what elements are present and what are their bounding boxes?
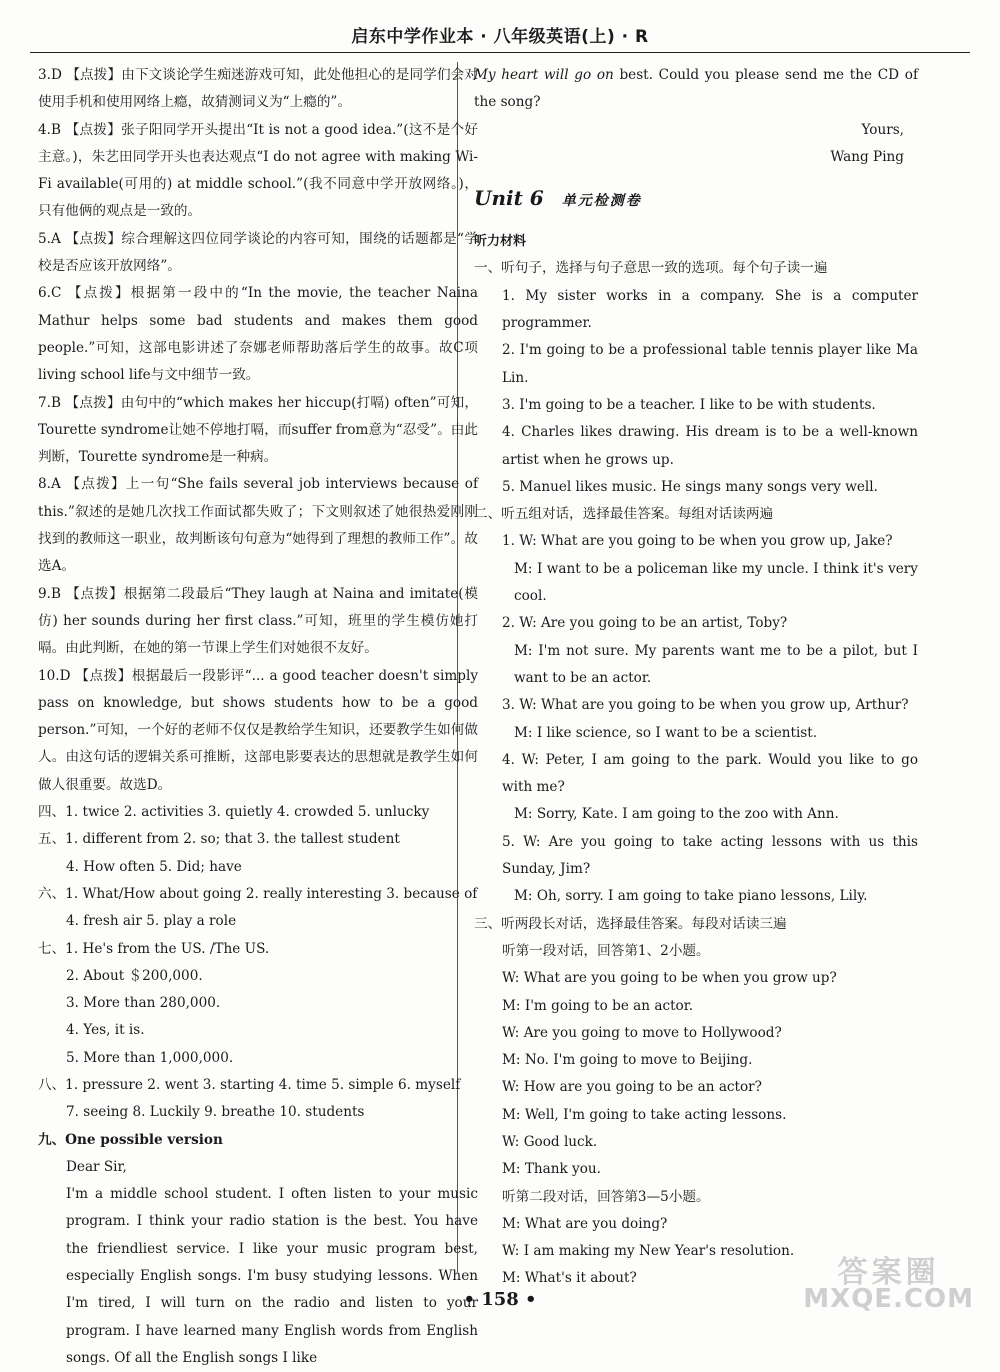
answer-section-8-cont: 7. seeing 8. Luckily 9. breathe 10. students [66, 1104, 365, 1121]
dialogue-line: W: Are you going to move to Hollywood? [502, 1024, 782, 1041]
answer-section-8: 八、1. pressure 2. went 3. starting 4. time 5. simple 6. myself [38, 1076, 461, 1093]
answer-section-7-item-5: 5. More than 1,000,000. [66, 1049, 234, 1066]
left-column [38, 62, 478, 1372]
answer-note-8: 8.A 【点拨】上一句“She fails several job interviews because of this.”叙述的是她几次找工作面试都失败了；下文则叙述了她很热爱刚刚找到的教师这一职业，故判断该句句意为“她得到了理想的教师工作”。故选A。 [38, 476, 478, 575]
answer-section-5: 五、1. different from 2. so; that 3. the tallest student [38, 831, 400, 848]
list-item: 2. I'm going to be a professional table tennis player like Ma Lin. [502, 342, 918, 386]
dialogue-line: M: I like science, so I want to be a scientist. [514, 724, 818, 741]
answer-note-7: 7.B 【点拨】由句中的“which makes her hiccup(打嗝) often”可知，Tourette syndrome让她不停地打嗝，而suffer from意为“忍受”。由此判断，Tourette syndrome是一种病。 [38, 394, 478, 466]
listening-section-1: 一、听句子，选择与句子意思一致的选项。每个句子读一遍 [474, 260, 828, 277]
list-item: 1. My sister works in a company. She is a computer programmer. [502, 287, 918, 332]
watermark-url: MXQE.COM [803, 1284, 974, 1314]
dialogue-line: 4. W: Peter, I am going to the park. Would you like to go with me? [502, 751, 918, 796]
dialogue-line: M: Well, I'm going to take acting lessons. [502, 1106, 787, 1123]
song-title: My heart will go on [474, 67, 614, 83]
running-header: 启东中学作业本 · 八年级英语(上) · R [351, 27, 649, 47]
answer-section-7-item-2: 2. About ＄200,000. [66, 967, 203, 984]
answer-section-6: 六、1. What/How about going 2. really interesting 3. because of [38, 885, 478, 902]
letter-signature: Wang Ping [830, 148, 904, 165]
dialogue-line: M: What are you doing? [502, 1215, 668, 1232]
letter-closing: Yours, [861, 121, 904, 138]
dialogue-line: M: No. I'm going to move to Beijing. [502, 1052, 753, 1069]
answer-section-4: 四、1. twice 2. activities 3. quietly 4. crowded 5. unlucky [38, 804, 430, 821]
dialogue-line: M: What's it about? [502, 1270, 637, 1287]
dialogue-intro: 听第二段对话，回答第3—5小题。 [502, 1188, 710, 1205]
page-number: • 158 • [463, 1289, 537, 1310]
watermark-logo: 答案圈 [837, 1255, 940, 1290]
answer-note-10: 10.D 【点拨】根据最后一段影评“... a good teacher doesn't simply pass on knowledge, but shows students how to be a good person.”可知，一个好的老师不仅仅是教给学生知识，还要教学生如何做人。由这句话的逻辑关系可推断，这部电影要表达的思想就是教学生如何做人很重要。故选D。 [38, 667, 478, 793]
dialogue-line: M: Sorry, Kate. I am going to the zoo with Ann. [514, 806, 839, 823]
listening-section-3: 三、听两段长对话，选择最佳答案。每段对话读三遍 [474, 915, 787, 932]
list-item: 5. Manuel likes music. He sings many songs very well. [502, 478, 878, 495]
answer-section-7-item-3: 3. More than 280,000. [66, 995, 221, 1012]
dialogue-line: W: Good luck. [502, 1133, 598, 1150]
dialogue-line: M: Oh, sorry. I am going to take piano lessons, Lily. [514, 888, 868, 905]
answer-note-9: 9.B 【点拨】根据第二段最后“They laugh at Naina and imitate(模仿) her sounds during her first class.”可知，班里的学生模仿她打嗝。由此判断，在她的第一节课上学生们对她很不友好。 [38, 585, 478, 657]
answer-note-6: 6.C 【点拨】根据第一段中的“In the movie, the teacher Naina Mathur helps some bad students and makes them good people.”可知，这部电影讲述了奈娜老师帮助落后学生的故事。故C项living school life与文中细节一致。 [38, 285, 478, 384]
watermark [803, 1255, 974, 1314]
answer-note-3: 3.D 【点拨】由下文谈论学生痴迷游戏可知，此处他担心的是同学们会对使用手机和使用网络上瘾，故猜测词义为“上瘾的”。 [38, 67, 478, 111]
dialogue-intro: 听第一段对话，回答第1、2小题。 [502, 942, 710, 959]
dialogue-line: M: I'm not sure. My parents want me to be a pilot, but I want to be an actor. [514, 642, 918, 686]
dialogue-line: W: How are you going to be an actor? [502, 1079, 762, 1096]
answer-section-5-cont: 4. How often 5. Did; have [66, 858, 242, 875]
dialogue-line: M: Thank you. [502, 1161, 601, 1178]
unit-subtitle: 单元检测卷 [561, 193, 642, 210]
header-rule [30, 52, 970, 53]
dialogue-line: 5. W: Are you going to take acting lessons with us this Sunday, Jim? [502, 833, 918, 878]
answer-section-6-cont: 4. fresh air 5. play a role [66, 913, 237, 930]
answer-section-7-item-4: 4. Yes, it is. [66, 1022, 145, 1039]
letter-greeting: Dear Sir, [66, 1158, 127, 1175]
unit-heading [474, 183, 918, 216]
unit-title: Unit 6 [474, 186, 544, 211]
letter-tail: best. Could you please send me the CD of the song? [474, 67, 918, 111]
dialogue-line: M: I want to be a policeman like my uncle. I think it's very cool. [514, 560, 918, 605]
right-column [474, 62, 918, 1293]
listening-section-2: 二、听五组对话，选择最佳答案。每组对话读两遍 [474, 506, 774, 523]
answer-section-7: 七、1. He's from the US. /The US. [38, 940, 270, 957]
dialogue-line: M: I'm going to be an actor. [502, 997, 694, 1014]
answer-section-9: 九、One possible version [38, 1131, 223, 1148]
answer-note-5: 5.A 【点拨】综合理解这四位同学谈论的内容可知，围绕的话题都是“学校是否应该开放网络”。 [38, 230, 478, 275]
dialogue-line: 1. W: What are you going to be when you grow up, Jake? [502, 533, 893, 550]
list-item: 4. Charles likes drawing. His dream is to be a well-known artist when he grows up. [502, 424, 918, 468]
dialogue-line: W: I am making my New Year's resolution. [502, 1243, 795, 1260]
listening-heading: 听力材料 [474, 234, 527, 250]
dialogue-line: W: What are you going to be when you grow up? [502, 970, 837, 987]
answer-note-4: 4.B 【点拨】张子阳同学开头提出“It is not a good idea.”(这不是个好主意。)，朱艺田同学开头也表达观点“I do not agree with making Wi-Fi available(可用的) at middle school.”(我不同意中学开放网络。)，只有他俩的观点是一致的。 [38, 121, 478, 220]
dialogue-line: 2. W: Are you going to be an artist, Toby? [502, 615, 788, 632]
letter-body: I'm a middle school student. I often listen to your music program. I think your radio station is the best. You have the friendliest service. I like your music program best, especially English songs. I'm busy studying lessons. When I'm tired, I will turn on the radio and listen to your program. I have learned many English words from English songs. Of all the English songs I like [66, 1186, 478, 1366]
list-item: 3. I'm going to be a teacher. I like to be with students. [502, 396, 876, 413]
letter-song-line [474, 62, 918, 117]
dialogue-line: 3. W: What are you going to be when you grow up, Arthur? [502, 697, 909, 714]
